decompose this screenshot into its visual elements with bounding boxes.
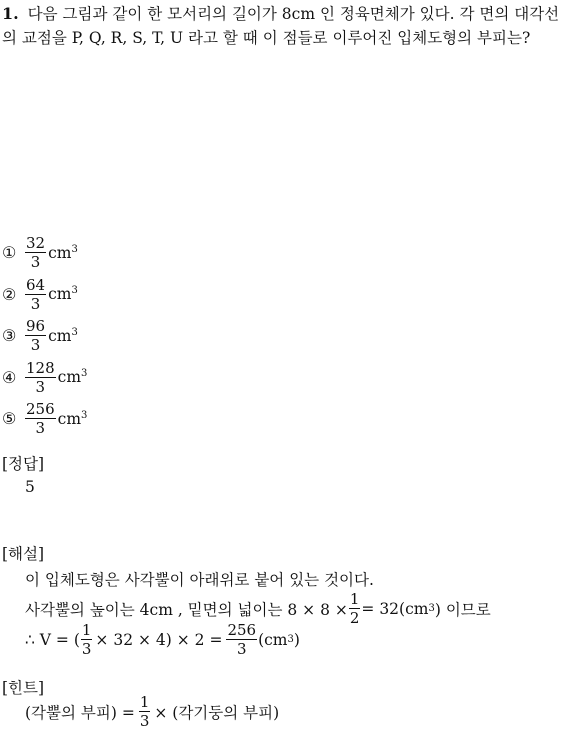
choice-unit [58, 368, 88, 386]
fraction-numerator: 128 [26, 358, 55, 377]
answer-label: [정답] [2, 455, 45, 473]
fraction-denominator: 3 [35, 419, 46, 438]
fraction-numerator: 96 [26, 317, 46, 336]
explanation-fraction [226, 622, 257, 657]
unit-text: cm [57, 409, 82, 428]
explanation-text: ) [293, 630, 300, 649]
choice-2[interactable] [2, 274, 87, 316]
choice-unit [58, 410, 88, 428]
explanation-text: (cm [258, 630, 288, 649]
unit-text: cm [48, 243, 72, 262]
choice-fraction [25, 235, 46, 270]
choice-marker: ⑤ [2, 409, 17, 429]
explanation-fraction [349, 591, 361, 626]
question-number: 1. [2, 4, 19, 23]
choice-4[interactable] [2, 357, 87, 399]
fraction-numerator: 256 [26, 400, 55, 419]
unit-exponent: 3 [81, 409, 88, 421]
explanation-label: [해설] [2, 545, 45, 563]
choice-marker: ② [2, 284, 17, 304]
unit-exponent: 3 [81, 368, 88, 380]
fraction-numerator: 1 [81, 621, 92, 639]
fraction-denominator: 3 [236, 640, 247, 658]
explanation-text: = 32(cm [361, 599, 429, 618]
hint-text: × (각기둥의 부피) [154, 703, 280, 722]
hint-text: (각뿔의 부피) = [25, 703, 135, 722]
unit-exponent: 3 [71, 326, 78, 338]
choice-3[interactable] [2, 315, 87, 357]
fraction-denominator: 3 [81, 640, 92, 658]
choice-fraction [25, 360, 56, 395]
fraction-numerator: 64 [26, 275, 46, 294]
explanation-line-1: 이 입체도형은 사각뿔이 아래위로 붙어 있는 것이다. [25, 571, 374, 589]
unit-text: cm [48, 326, 72, 345]
fraction-denominator: 3 [30, 294, 41, 313]
unit-exponent: 3 [71, 285, 78, 297]
choice-5[interactable] [2, 398, 87, 440]
fraction-numerator: 32 [26, 234, 46, 253]
fraction-numerator: 256 [227, 621, 257, 639]
hint-fraction [139, 694, 151, 729]
choice-fraction [25, 277, 46, 312]
unit-text: cm [57, 368, 82, 387]
choice-fraction [25, 401, 56, 436]
fraction-denominator: 3 [30, 253, 41, 272]
choice-unit [48, 244, 78, 262]
fraction-denominator: 3 [30, 336, 41, 355]
choice-marker: ④ [2, 367, 17, 387]
choice-unit [48, 285, 78, 303]
explanation-text: ) 이므로 [434, 600, 491, 619]
unit-exponent: 3 [71, 243, 78, 255]
hint-label: [힌트] [2, 679, 45, 697]
choice-marker: ③ [2, 326, 17, 346]
fraction-denominator: 3 [35, 377, 46, 396]
explanation-text: ∴ V = ( [25, 630, 80, 649]
explanation-line-2: 사각뿔의 높이는 4cm , 밑면의 넓이는 8 × 8 × $\frac{1}{2}$ = 32(cm 3 ) 이므로 [25, 590, 491, 627]
choice-marker: ① [2, 243, 17, 263]
hint-line [25, 694, 279, 729]
question [2, 2, 568, 50]
explanation-line-3: ∴ V = ( $\frac{1}{3}$ × 32 × 4) × 2 = $\frac{256}{3}$ (cm 3 ) [25, 621, 300, 658]
question-text: 다음 그림과 같이 한 모서리의 길이가 8cm 인 정육면체가 있다. 각 면의 대각선의 교점을 P, Q, R, S, T, U 라고 할 때 이 점들로 이루어진 입체도형의 부피는? [2, 5, 560, 47]
answer-value: 5 [25, 478, 35, 496]
choice-1[interactable] [2, 232, 87, 274]
choice-list [2, 232, 87, 440]
unit-text: cm [48, 285, 72, 304]
fraction-denominator: 2 [349, 609, 360, 627]
fraction-numerator: 1 [349, 590, 360, 608]
fraction-denominator: 3 [139, 712, 150, 730]
fraction-numerator: 1 [139, 693, 150, 711]
choice-unit [48, 327, 78, 345]
explanation-text: × 32 × 4) × 2 = [95, 630, 223, 649]
choice-fraction [25, 318, 46, 353]
explanation-text: 사각뿔의 높이는 4cm , 밑면의 넓이는 8 × 8 × [25, 600, 348, 619]
explanation-fraction [81, 622, 93, 657]
